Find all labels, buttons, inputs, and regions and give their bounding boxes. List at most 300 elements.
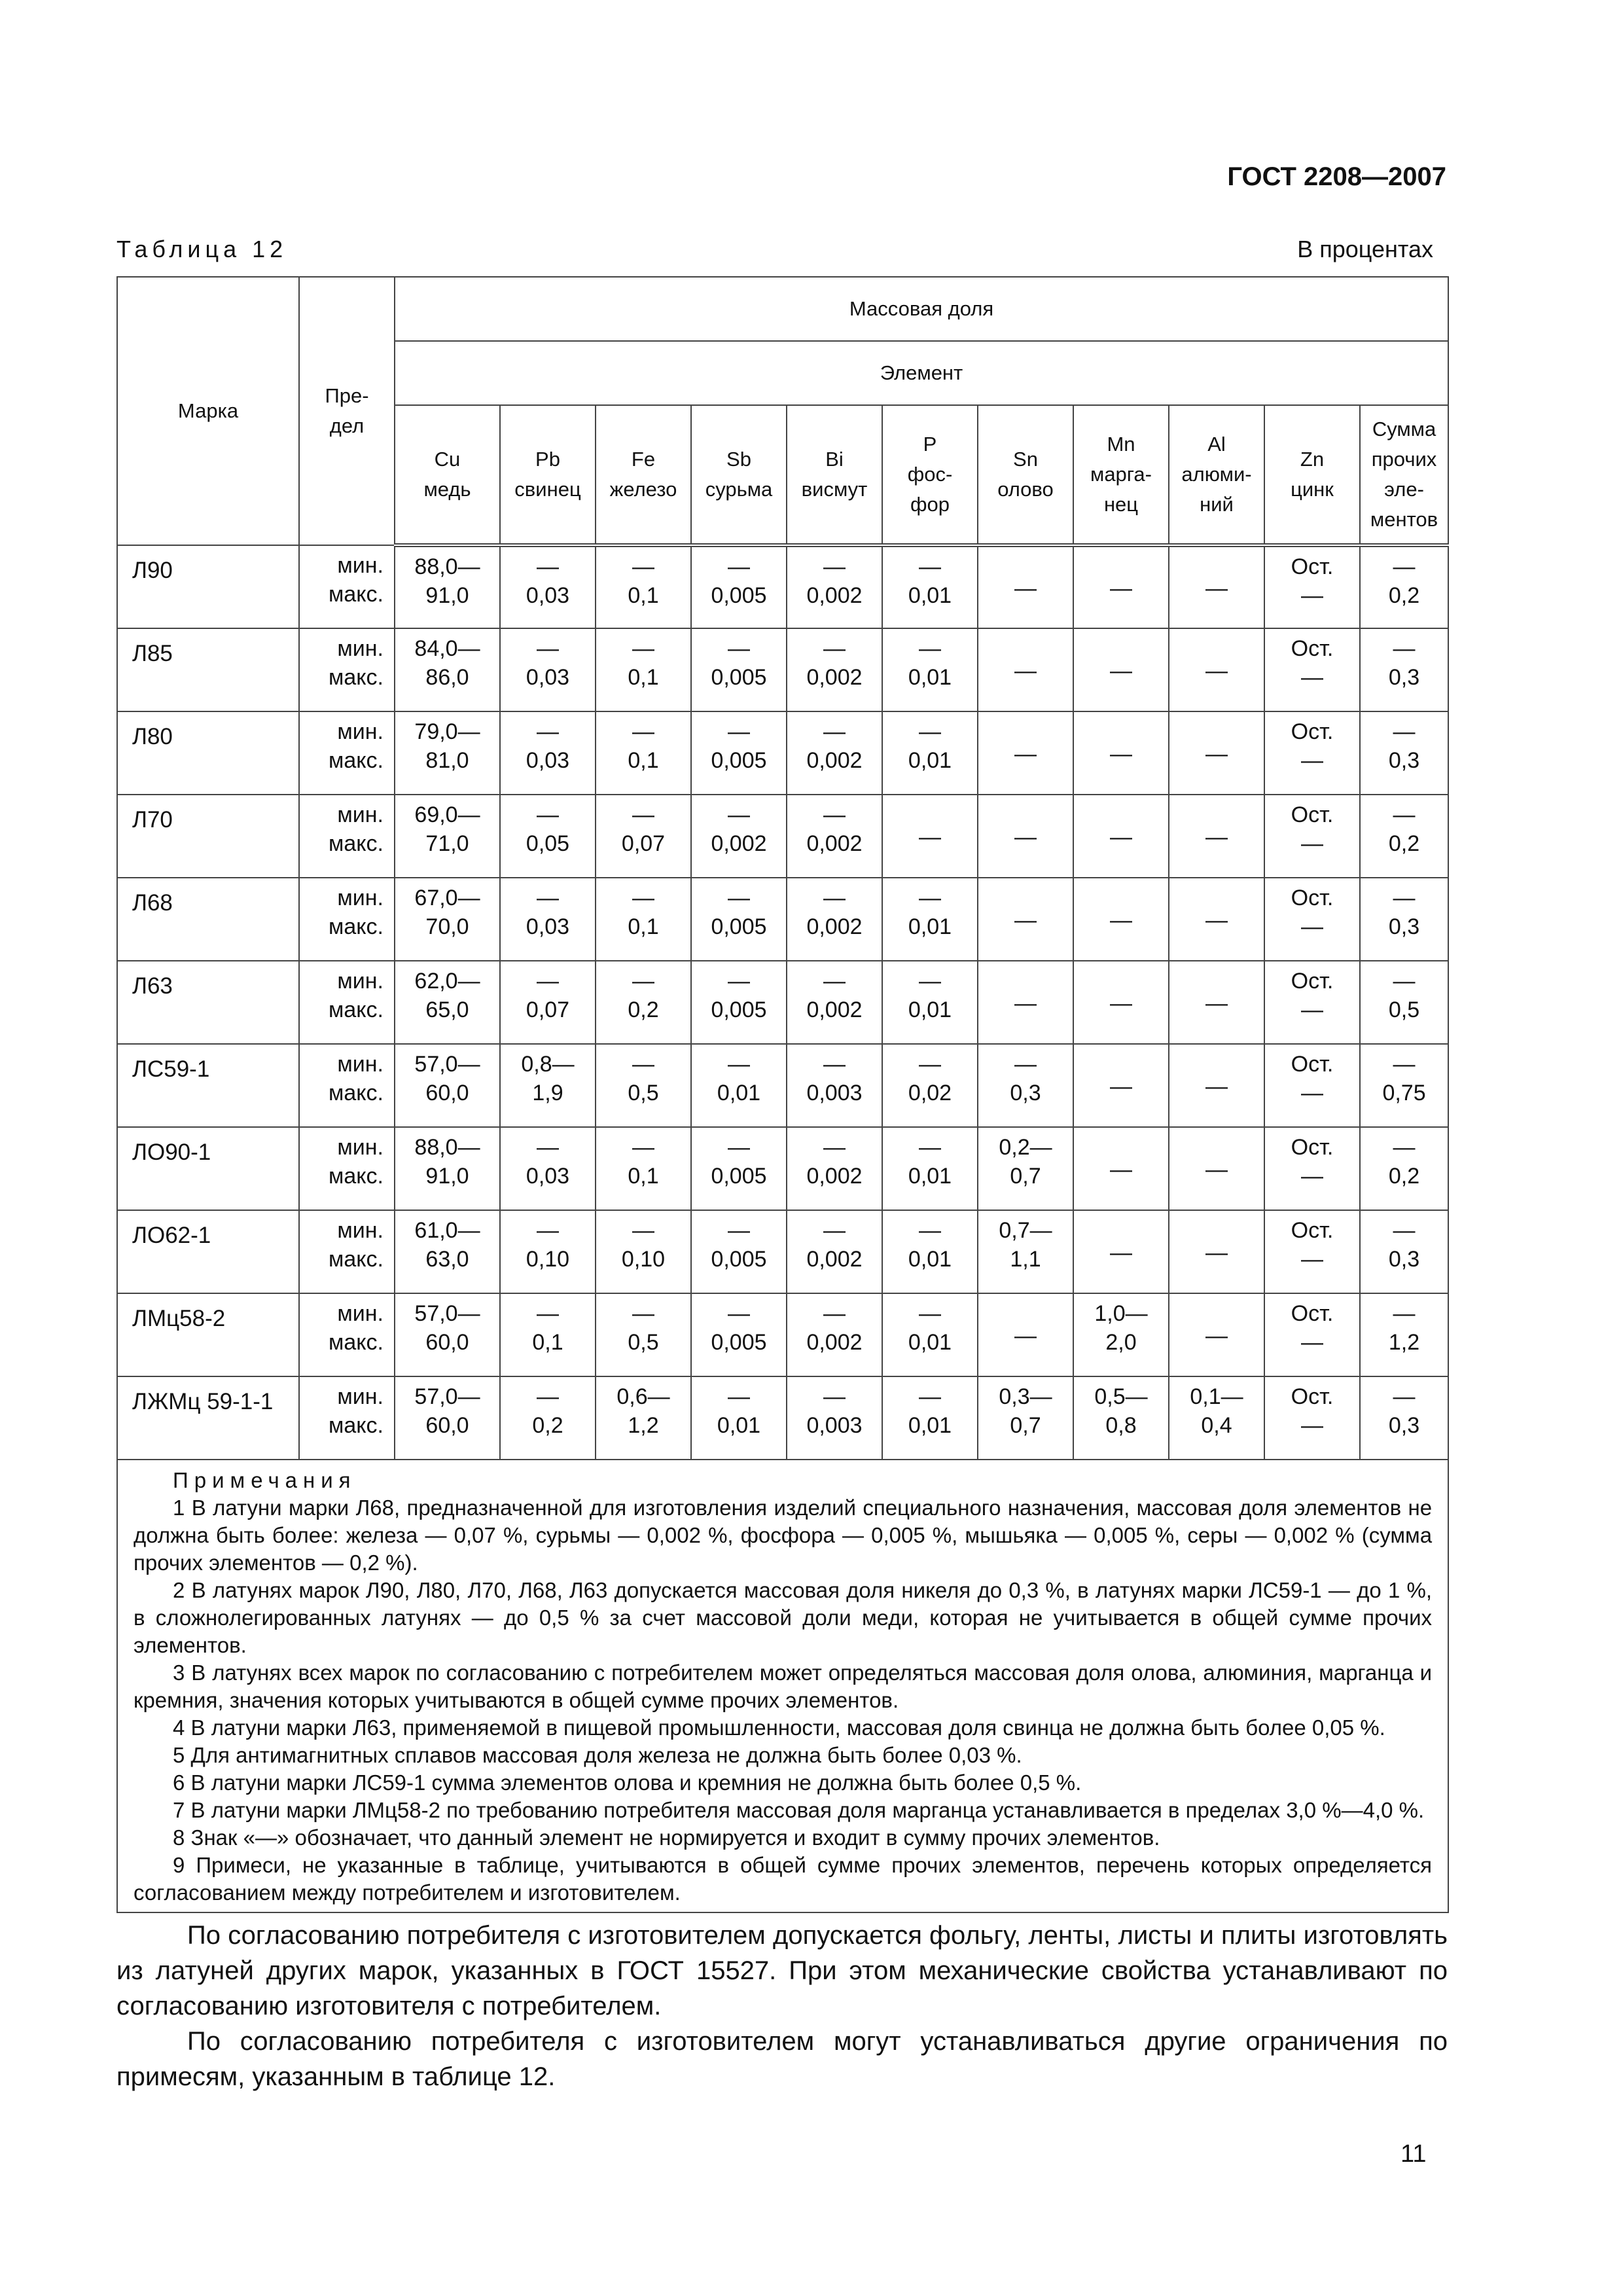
value-cell [395,961,500,1044]
min-value: — [919,719,941,744]
min-value: — [919,1384,941,1409]
column-header: P фос- фор [882,405,978,545]
value-cell [787,628,882,711]
value-cell [787,711,882,795]
limit-label: мин. [337,802,383,827]
note-item: 2 В латунях марок Л90, Л80, Л70, Л68, Л63 допускается массовая доля никеля до 0,3 %, в латунях марки ЛС59-1 — до 1 %, в сложнолегированных латунях — до 0,5 % за счет массовой доли меди, которая не учитывается в общей сумме прочих элементов. [134,1578,1433,1657]
max-value: 71,0 [425,831,469,856]
min-value: — [537,802,559,827]
note-item: 3 В латунях всех марок по согласованию с потребителем может определяться массовая доля олова, алюминия, марганца и кремния, значения которых учитываются в общей сумме прочих элементов. [134,1660,1433,1712]
value-cell [500,1044,596,1127]
value-cell [395,1044,500,1127]
min-value: — [728,636,750,661]
value-dash: — [1205,658,1228,683]
max-value: 0,3 [1388,914,1420,939]
value-cell-merged [978,1293,1073,1376]
min-value: — [537,1301,559,1326]
value-cell-merged [1169,961,1264,1044]
value-dash: — [1110,658,1132,683]
value-cell [596,711,691,795]
limit-label: макс. [329,1081,383,1105]
column-header: Sn олово [978,405,1073,545]
min-value: — [537,1384,559,1409]
max-value: 0,005 [711,1164,767,1189]
table-row [117,961,1448,1044]
max-value: 0,10 [526,1247,570,1272]
min-value: Ост. [1291,1384,1334,1409]
value-cell-merged [1073,961,1169,1044]
min-value: 84,0— [414,636,480,661]
value-cell-merged [1073,795,1169,878]
min-value: — [1393,1384,1416,1409]
max-value: — [1301,583,1323,608]
min-value: — [919,636,941,661]
max-value: — [1301,997,1323,1022]
max-value: 0,01 [908,1247,952,1272]
max-value: 1,1 [1010,1247,1041,1272]
value-cell [1360,1210,1448,1293]
value-cell [1264,711,1360,795]
value-dash: — [1014,576,1037,601]
limit-label: мин. [337,553,383,578]
table-row [117,711,1448,795]
value-cell [787,545,882,628]
value-cell [1264,1293,1360,1376]
min-value: — [632,636,654,661]
min-value: — [919,1218,941,1243]
row-marka: Л70 [117,795,299,878]
max-value: 0,002 [806,583,863,608]
row-limits [299,711,395,795]
row-marka: Л90 [117,545,299,628]
min-value: — [823,969,846,994]
value-cell [596,961,691,1044]
max-value: 0,005 [711,914,767,939]
max-value: 0,003 [806,1413,863,1438]
min-value: 88,0— [414,1135,480,1160]
max-value: 0,02 [908,1081,952,1105]
min-value: — [537,1218,559,1243]
min-value: — [823,1135,846,1160]
value-cell [1360,1127,1448,1210]
max-value: 65,0 [425,997,469,1022]
min-value: — [632,1218,654,1243]
value-cell [596,1376,691,1460]
composition-table [116,276,1449,1913]
value-cell [596,628,691,711]
value-cell [596,878,691,961]
note-item: 5 Для антимагнитных сплавов массовая доля железа не должна быть более 0,03 %. [173,1743,1022,1767]
max-value: 0,03 [526,748,570,773]
column-header: Cu медь [395,405,500,545]
row-marka: ЛЖМц 59-1-1 [117,1376,299,1460]
value-dash: — [1110,1240,1132,1265]
value-cell [395,1293,500,1376]
value-dash: — [1205,991,1228,1016]
value-cell-merged [1169,1044,1264,1127]
value-dash: — [1014,1323,1037,1348]
value-cell [596,1044,691,1127]
value-cell-merged [978,628,1073,711]
value-cell [691,878,787,961]
limit-label: макс. [329,1164,383,1189]
min-value: — [919,554,941,579]
min-value: — [728,969,750,994]
min-value: 0,6— [616,1384,670,1409]
min-value: 1,0— [1094,1301,1148,1326]
value-cell [395,878,500,961]
column-header: Сумма прочих эле- ментов [1360,405,1448,545]
row-limits [299,878,395,961]
min-value: — [1393,554,1416,579]
value-cell [500,711,596,795]
table-header [117,277,1448,545]
max-value: 0,002 [806,665,863,690]
min-value: — [823,802,846,827]
limit-label: мин. [337,1384,383,1409]
min-value: — [632,554,654,579]
limit-label: макс. [329,665,383,690]
max-value: 0,3 [1388,1247,1420,1272]
value-cell [1073,1293,1169,1376]
max-value: 0,01 [908,1330,952,1355]
table-row [117,1293,1448,1376]
max-value: 0,01 [908,748,952,773]
min-value: Ост. [1291,1135,1334,1160]
value-dash: — [1205,576,1228,601]
value-cell [1264,961,1360,1044]
value-cell [596,1293,691,1376]
row-limits [299,628,395,711]
value-dash: — [1014,991,1037,1016]
value-cell [1264,1044,1360,1127]
value-cell [1360,628,1448,711]
note-item: 8 Знак «—» обозначает, что данный элемент не нормируется и входит в сумму прочих элементов. [173,1825,1160,1850]
max-value: 70,0 [425,914,469,939]
max-value: 0,005 [711,1247,767,1272]
body-paragraph: По согласованию потребителя с изготовителем могут устанавливаться другие ограничения по примесям, указанным в таблице 12. [116,2027,1448,2091]
value-dash: — [1110,1074,1132,1099]
min-value: — [919,886,941,910]
max-value: 0,01 [717,1413,761,1438]
min-value: — [823,1301,846,1326]
note-item: 1 В латуни марки Л68, предназначенной для изготовления изделий специального назначения, массовая доля элементов не должна быть более: железа — 0,07 %, сурьмы — 0,002 %, фосфора — 0,005 %, мышьяка — 0,005 %, серы — 0,002 % (сумма прочих элементов — 0,2 %). [134,1496,1433,1575]
max-value: 0,75 [1382,1081,1426,1105]
column-header: Sb сурьма [691,405,787,545]
value-dash: — [1110,825,1132,850]
value-cell [596,795,691,878]
value-cell [1360,545,1448,628]
limit-label: макс. [329,582,383,607]
max-value: 0,4 [1201,1413,1232,1438]
min-value: — [1014,1052,1037,1077]
max-value: 0,005 [711,997,767,1022]
min-value: — [1393,1052,1416,1077]
row-marka: Л68 [117,878,299,961]
row-marka: ЛО62-1 [117,1210,299,1293]
max-value: 0,01 [908,1164,952,1189]
row-limits [299,545,395,628]
max-value: 0,07 [526,997,570,1022]
limit-label: мин. [337,1052,383,1077]
max-value: 1,9 [532,1081,563,1105]
table-body [117,545,1448,1460]
max-value: 0,7 [1010,1413,1041,1438]
table-row [117,1127,1448,1210]
value-cell [1264,628,1360,711]
min-value: — [632,1052,654,1077]
min-value: — [728,1052,750,1077]
limit-label: макс. [329,1330,383,1355]
value-cell [691,1376,787,1460]
value-cell-merged [1169,1293,1264,1376]
value-cell [691,1293,787,1376]
value-cell-merged [978,961,1073,1044]
max-value: 0,3 [1388,1413,1420,1438]
max-value: 0,2 [1388,831,1420,856]
row-marka: ЛС59-1 [117,1044,299,1127]
limit-label: макс. [329,748,383,773]
column-header: Bi висмут [787,405,882,545]
max-value: 0,01 [908,1413,952,1438]
value-cell [1360,961,1448,1044]
value-cell [1360,1376,1448,1460]
max-value: — [1301,1413,1323,1438]
min-value: — [537,636,559,661]
min-value: Ост. [1291,802,1334,827]
value-cell [1360,1044,1448,1127]
limit-label: мин. [337,969,383,994]
max-value: 0,002 [806,748,863,773]
limit-label: макс. [329,1413,383,1438]
value-cell [787,878,882,961]
value-dash: — [1110,908,1132,933]
max-value: 0,2 [1388,583,1420,608]
min-value: — [728,1218,750,1243]
value-cell [500,795,596,878]
column-header: Fe железо [596,405,691,545]
notes-block [117,1460,1448,1912]
value-cell [596,1210,691,1293]
value-cell-merged [882,795,978,878]
max-value: 0,002 [806,997,863,1022]
max-value: 0,1 [628,1164,659,1189]
value-dash: — [919,825,941,850]
value-cell [1264,795,1360,878]
max-value: 0,03 [526,583,570,608]
limit-label: мин. [337,719,383,744]
min-value: — [1393,1301,1416,1326]
min-value: — [1393,969,1416,994]
value-cell [1169,1376,1264,1460]
value-cell [395,711,500,795]
max-value: 91,0 [425,583,469,608]
value-dash: — [1110,576,1132,601]
min-value: — [537,886,559,910]
min-value: — [1393,719,1416,744]
value-cell [691,795,787,878]
min-value: — [728,1135,750,1160]
max-value: 0,01 [908,665,952,690]
document-standard-header: ГОСТ 2208—2007 [1227,162,1446,191]
max-value: 60,0 [425,1413,469,1438]
min-value: — [1393,1135,1416,1160]
value-cell [882,1044,978,1127]
max-value: 0,1 [628,914,659,939]
value-cell [1360,795,1448,878]
min-value: — [919,1135,941,1160]
limit-label: макс. [329,831,383,856]
max-value: 0,002 [806,914,863,939]
value-cell [787,1210,882,1293]
max-value: 0,1 [532,1330,563,1355]
value-cell-merged [1169,711,1264,795]
value-cell [978,1376,1073,1460]
min-value: — [632,886,654,910]
min-value: 79,0— [414,719,480,744]
min-value: — [632,1135,654,1160]
min-value: — [1393,886,1416,910]
note-item: 6 В латуни марки ЛС59-1 сумма элементов олова и кремния не должна быть более 0,5 %. [173,1770,1082,1795]
limit-label: макс. [329,1247,383,1272]
row-marka: Л80 [117,711,299,795]
value-cell [882,628,978,711]
value-cell [1073,1376,1169,1460]
value-cell [787,1044,882,1127]
max-value: 0,3 [1388,665,1420,690]
value-cell [1360,1293,1448,1376]
value-cell [596,545,691,628]
note-item: 4 В латуни марки Л63, применяемой в пищевой промышленности, массовая доля свинца не должна быть более 0,05 %. [173,1715,1385,1740]
table-row [117,545,1448,628]
table-row [117,628,1448,711]
min-value: 67,0— [414,886,480,910]
max-value: — [1301,831,1323,856]
value-cell-merged [978,878,1073,961]
value-cell [1264,1127,1360,1210]
table-row [117,795,1448,878]
row-marka: ЛО90-1 [117,1127,299,1210]
value-dash: — [1110,991,1132,1016]
min-value: — [728,719,750,744]
limit-label: мин. [337,1135,383,1160]
value-cell [500,628,596,711]
notes-title: Примечания [173,1468,357,1492]
value-cell [395,545,500,628]
value-cell [500,961,596,1044]
limit-label: мин. [337,1301,383,1326]
min-value: 0,5— [1094,1384,1148,1409]
min-value: Ост. [1291,969,1334,994]
min-value: Ост. [1291,554,1334,579]
min-value: Ост. [1291,719,1334,744]
max-value: 1,2 [628,1413,659,1438]
page-number: 11 [1400,2140,1427,2168]
value-dash: — [1110,1157,1132,1182]
max-value: 0,7 [1010,1164,1041,1189]
min-value: — [823,1218,846,1243]
min-value: 0,2— [999,1135,1052,1160]
value-cell [787,1127,882,1210]
body-text [116,1918,1448,2094]
max-value: — [1301,748,1323,773]
max-value: 0,03 [526,1164,570,1189]
max-value: — [1301,914,1323,939]
min-value: 57,0— [414,1052,480,1077]
max-value: 0,005 [711,748,767,773]
min-value: — [823,554,846,579]
max-value: 0,005 [711,1330,767,1355]
header-element: Элемент [395,341,1448,405]
max-value: 0,8 [1105,1413,1137,1438]
value-dash: — [1205,825,1228,850]
max-value: 0,10 [621,1247,666,1272]
value-cell [882,961,978,1044]
limit-label: макс. [329,997,383,1022]
value-cell [882,878,978,961]
min-value: — [919,1052,941,1077]
value-cell [882,711,978,795]
value-cell-merged [1073,1210,1169,1293]
value-cell [787,1293,882,1376]
value-cell [882,545,978,628]
min-value: Ост. [1291,1301,1334,1326]
value-cell [882,1293,978,1376]
value-dash: — [1205,908,1228,933]
max-value: 0,05 [526,831,570,856]
value-cell [787,795,882,878]
max-value: 0,01 [908,914,952,939]
value-cell-merged [1073,545,1169,628]
max-value: 0,1 [628,748,659,773]
table-row [117,878,1448,961]
value-dash: — [1014,825,1037,850]
min-value: — [632,719,654,744]
body-paragraph: По согласованию потребителя с изготовителем допускается фольгу, ленты, листы и плиты изготовлять из латуней других марок, указанных в ГОСТ 15527. При этом механические свойства устанавливают по согласованию изготовителя с потребителем. [116,1921,1448,2020]
min-value: — [1393,636,1416,661]
value-dash: — [1014,742,1037,766]
row-limits [299,1127,395,1210]
value-cell [691,1210,787,1293]
min-value: — [632,802,654,827]
max-value: 0,2 [1388,1164,1420,1189]
min-value: 57,0— [414,1301,480,1326]
min-value: 0,8— [521,1052,575,1077]
max-value: 86,0 [425,665,469,690]
min-value: 62,0— [414,969,480,994]
min-value: 88,0— [414,554,480,579]
min-value: — [537,554,559,579]
min-value: — [728,1301,750,1326]
value-cell-merged [1169,1127,1264,1210]
max-value: 0,3 [1388,748,1420,773]
row-limits [299,1293,395,1376]
value-cell [882,1376,978,1460]
header-predel: Пре- дел [299,277,395,545]
value-cell [500,1293,596,1376]
value-cell [1264,878,1360,961]
row-limits [299,1044,395,1127]
max-value: 0,1 [628,583,659,608]
value-cell [395,1127,500,1210]
min-value: — [1393,802,1416,827]
value-cell [500,1376,596,1460]
min-value: — [728,1384,750,1409]
value-dash: — [1205,742,1228,766]
min-value: — [728,554,750,579]
value-cell [395,795,500,878]
limit-label: мин. [337,1218,383,1243]
